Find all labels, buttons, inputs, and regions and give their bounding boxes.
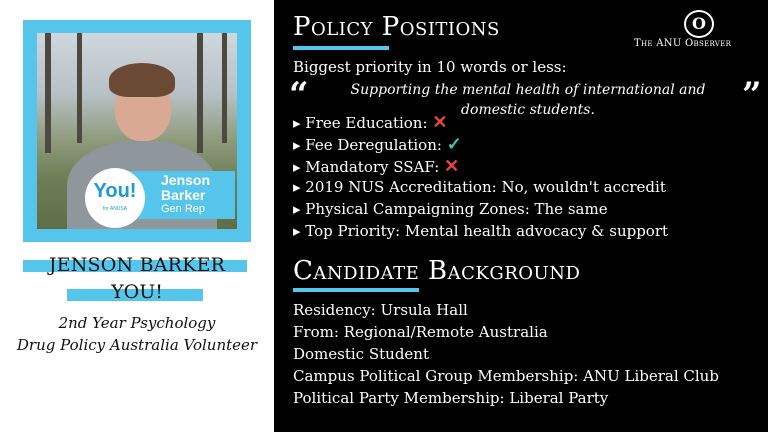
bio-line: 2nd Year Psychology: [58, 314, 216, 332]
person-hair: [109, 63, 175, 97]
tree-trunk: [77, 33, 82, 143]
banner-name: [161, 173, 210, 203]
candidate-name: JENSON BARKER: [48, 254, 226, 276]
check-icon: ✓: [446, 134, 462, 155]
background-line: Campus Political Group Membership: ANU Liberal Club: [293, 367, 719, 385]
candidate-panel: [0, 0, 274, 432]
party-badge-subtext: for ANUSA: [102, 206, 128, 212]
tree-trunk: [222, 33, 227, 143]
policy-item: [293, 134, 462, 155]
background-line: Residency: Ursula Hall: [293, 301, 468, 319]
priority-label: Biggest priority in 10 words or less:: [293, 58, 567, 76]
tree-trunk: [197, 33, 203, 153]
open-quote-icon: “: [289, 75, 309, 115]
policy-item: [293, 112, 447, 133]
bio-line: Drug Policy Australia Volunteer: [16, 336, 258, 354]
policy-heading-underline: [293, 46, 389, 50]
banner-name-last: Barker: [161, 187, 206, 203]
policy-item-label: ▸ Mandatory SSAF:: [293, 158, 440, 176]
publisher-name: The ANU Observer: [634, 38, 732, 49]
background-line: Domestic Student: [293, 345, 429, 363]
policy-item-label: ▸ Fee Deregulation:: [293, 136, 442, 154]
banner-role: Gen Rep: [161, 203, 206, 215]
candidate-photo: [37, 33, 237, 229]
banner-name-first: Jenson: [161, 172, 211, 188]
policy-item: ▸ 2019 NUS Accreditation: No, wouldn't accredit: [293, 178, 666, 196]
party-badge: [85, 168, 145, 228]
cross-icon: ✕: [444, 156, 460, 177]
policy-item: ▸ Physical Campaigning Zones: The same: [293, 200, 608, 218]
policy-heading: Policy Positions: [293, 12, 500, 42]
priority-quote: Supporting the mental health of international and domestic students.: [350, 82, 706, 118]
background-line: From: Regional/Remote Australia: [293, 323, 548, 341]
party-badge-text: You!: [93, 180, 137, 202]
background-heading: Candidate Background: [293, 256, 581, 286]
cross-icon: ✕: [432, 112, 448, 133]
policy-item: [293, 156, 459, 177]
background-heading-underline: [293, 288, 419, 292]
policy-item-label: ▸ Free Education:: [293, 114, 428, 132]
photo-frame: [23, 20, 251, 242]
observer-logo-icon: [684, 10, 714, 38]
observer-logo-letter: O: [692, 14, 706, 33]
policy-item: ▸ Top Priority: Mental health advocacy & support: [293, 222, 669, 240]
tree-trunk: [45, 33, 51, 153]
info-panel: [274, 0, 768, 432]
close-quote-icon: ”: [742, 75, 762, 115]
candidate-party: YOU!: [111, 281, 163, 303]
background-line: Political Party Membership: Liberal Party: [293, 389, 609, 407]
